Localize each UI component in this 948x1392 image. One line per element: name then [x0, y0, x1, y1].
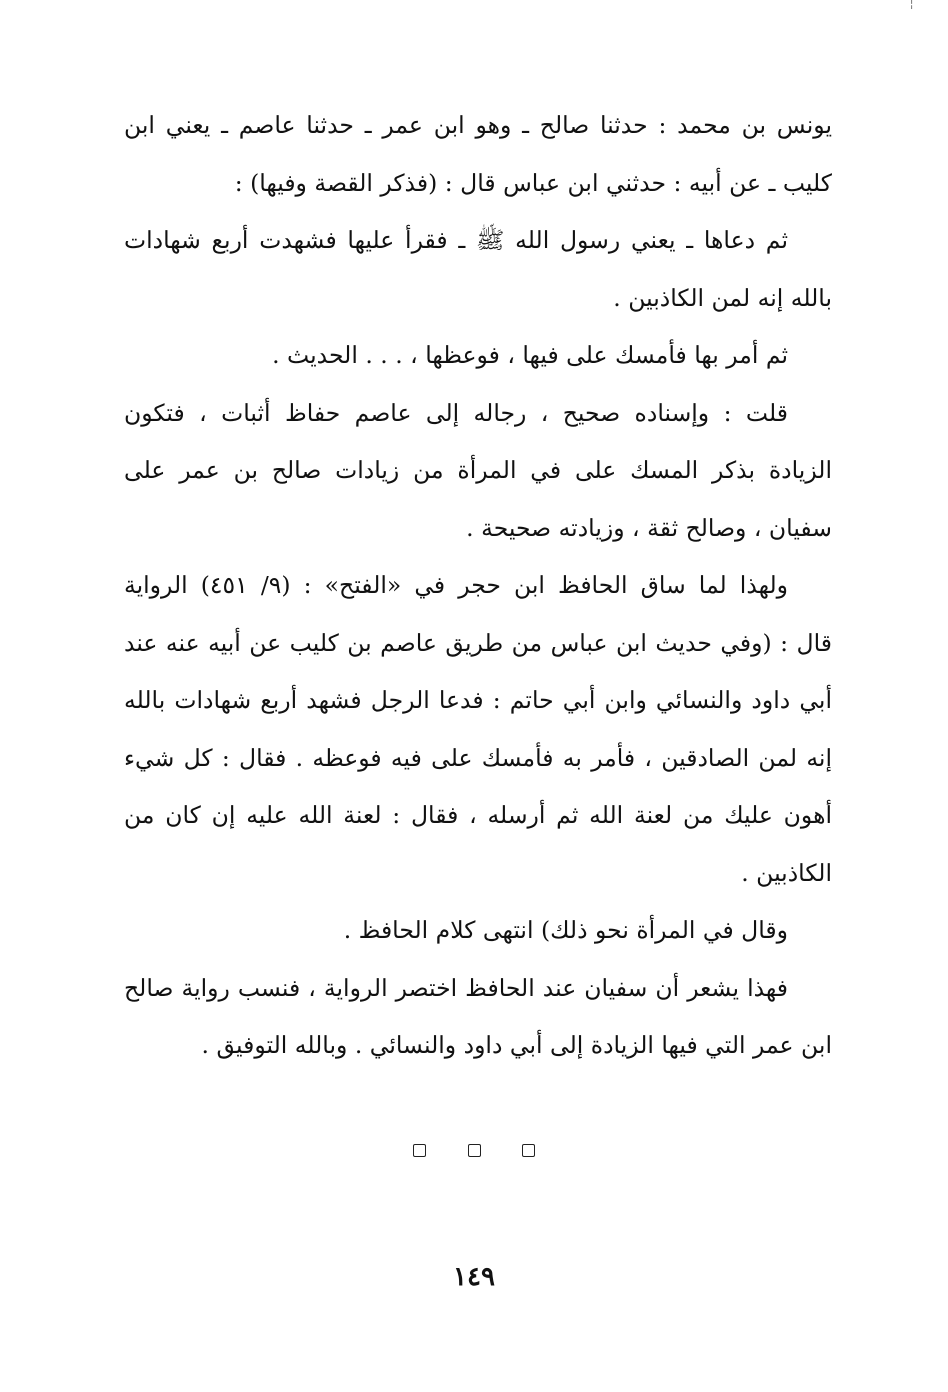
text-line: سفيان ، وصالح ثقة ، وزيادته صحيحة . — [466, 513, 832, 542]
text-line: قلت : وإسناده صحيح ، رجاله إلى عاصم حفاظ أثبات ، فتكون — [124, 398, 788, 427]
text-line: ثم أمر بها فأمسك على فيها ، فوعظها ، . . . الحديث . — [272, 341, 788, 369]
text-line: إنه لمن الصادقين ، فأمر به فأمسك على فيه فوعظه . فقال : كل شيء — [124, 743, 832, 772]
text-line: ابن عمر التي فيها الزيادة إلى أبي داود والنسائي . وبالله التوفيق . — [201, 1031, 832, 1059]
page-body-text — [124, 110, 832, 1088]
section-divider — [0, 1142, 948, 1161]
page-number: ١٤٩ — [453, 1262, 495, 1292]
text-line: أهون عليك من لعنة الله ثم أرسله ، فقال : لعنة الله عليه إن كان من — [124, 801, 832, 829]
text-line: يونس بن محمد : حدثنا صالح ـ وهو ابن عمر ـ حدثنا عاصم ـ يعني ابن — [124, 111, 832, 139]
text-line: الكاذبين . — [741, 858, 832, 887]
text-line: أبي داود والنسائي وابن أبي حاتم : فدعا الرجل فشهد أربع شهادات بالله — [124, 686, 832, 714]
text-line: بالله إنه لمن الكاذبين . — [613, 283, 832, 312]
text-line: الزيادة بذكر المسك على في المرأة من زيادات صالح بن عمر على — [124, 456, 832, 484]
text-line: فهذا يشعر أن سفيان عند الحافظ اختصر الرواية ، فنسب رواية صالح — [124, 973, 788, 1002]
corner-mark: ¦ — [910, 0, 914, 10]
text-line: كليب ـ عن أبيه : حدثني ابن عباس قال : (فذكر القصة وفيها) : — [234, 168, 832, 197]
square-ornament-icon — [413, 1144, 426, 1157]
text-line: وقال في المرأة نحو ذلك) انتهى كلام الحافظ . — [343, 916, 788, 944]
text-line: قال : (وفي حديث ابن عباس من طريق عاصم بن كليب عن أبيه عنه عند — [124, 628, 832, 657]
text-line: ولهذا لما ساق الحافظ ابن حجر في «الفتح» : (٩/ ٤٥١) الرواية — [124, 571, 788, 599]
text-line: ثم دعاها ـ يعني رسول الله ﷺ ـ فقرأ عليها فشهدت أربع شهادات — [124, 226, 788, 254]
square-ornament-icon — [522, 1144, 535, 1157]
square-ornament-icon — [468, 1144, 481, 1157]
